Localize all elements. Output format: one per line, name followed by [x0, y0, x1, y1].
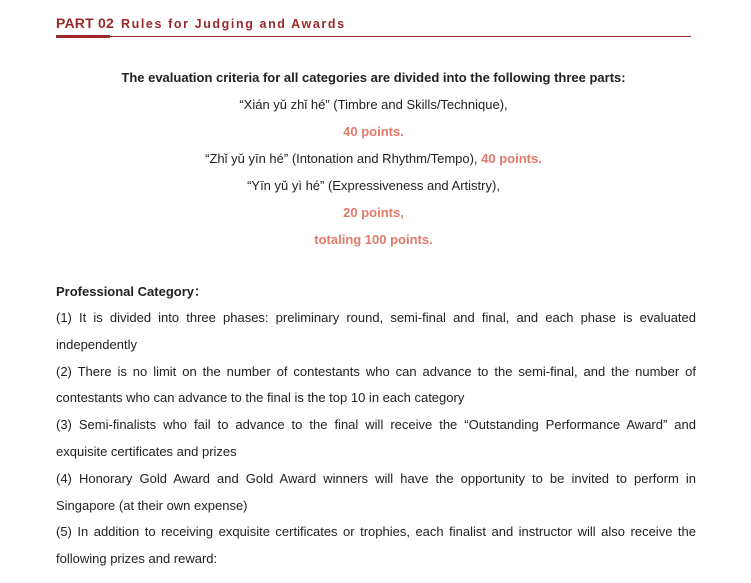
section-title: Rules for Judging and Awards [121, 17, 346, 31]
criteria-part3-points: 20 points, [343, 205, 404, 220]
list-item: (3) Semi-finalists who fail to advance to the final will receive the “Outstanding Performance Award” and exquisite certificates and prizes [56, 417, 696, 459]
criteria-total: totaling 100 points. [314, 232, 433, 247]
part-label: PART 02 [56, 15, 114, 31]
criteria-part2-text: “Zhǐ yǔ yīn hé” (Intonation and Rhythm/Tempo), [205, 151, 478, 166]
section-header [56, 12, 691, 37]
professional-heading: Professional Category： [56, 284, 207, 299]
criteria-part2-points: 40 points. [481, 151, 542, 166]
professional-category [56, 279, 696, 573]
criteria-part3-text: “Yīn yǔ yì hé” (Expressiveness and Artistry), [247, 178, 500, 193]
evaluation-criteria [56, 64, 691, 253]
criteria-intro: The evaluation criteria for all categories are divided into the following three parts: [121, 70, 626, 85]
list-item: (5) In addition to receiving exquisite certificates or trophies, each finalist and instructor will also receive the following prizes and reward: [56, 524, 696, 567]
criteria-part1-text: “Xián yǔ zhǐ hé” (Timbre and Skills/Technique), [239, 97, 508, 112]
list-item: (1) It is divided into three phases: preliminary round, semi-final and final, and each phase is evaluated independently [56, 310, 696, 352]
criteria-part2 [56, 145, 691, 172]
criteria-part1-points: 40 points. [343, 124, 404, 139]
list-item: (2) There is no limit on the number of contestants who can advance to the semi-final, and the number of contestants who can advance to the final is the top 10 in each category [56, 363, 696, 406]
part-label-underline [56, 35, 110, 38]
list-item: (4) Honorary Gold Award and Gold Award winners will have the opportunity to be invited to perform in Singapore (at their own expense) [56, 470, 696, 513]
